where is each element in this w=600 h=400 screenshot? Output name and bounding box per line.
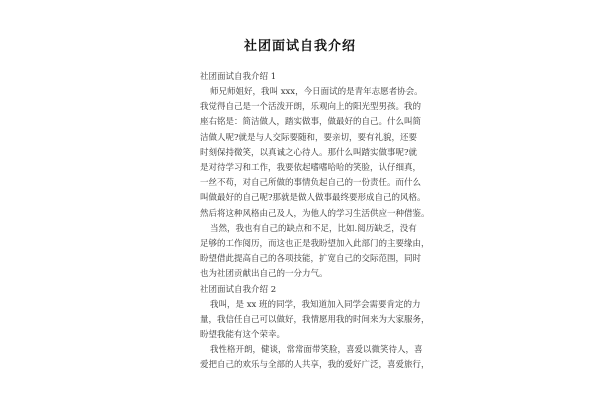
section-2 — [200, 283, 430, 374]
text-line: 量，我信任自己可以做好，我情愿用我的时间来为大家服务， — [200, 314, 430, 325]
text-line: 师兄师姐好，我叫 xxx，今日面试的是青年志愿者协会。 — [210, 87, 423, 97]
paragraph — [200, 85, 430, 222]
text-line: 座右铭是：简洁做人，踏实做事，做最好的自己。什么叫简 — [200, 117, 422, 128]
text-line: 我叫，是 xx 班的同学，我知道加入同学会需要肯定的力 — [210, 299, 421, 310]
section-heading: 社团面试自我介绍 1 — [200, 72, 277, 82]
text-line: 洁做人呢?就是与人交际要随和，要亲切，要有礼貌，还要 — [200, 132, 418, 143]
paragraph — [200, 222, 430, 283]
text-line: 我性格开朗，健谈，常常面带笑脸，喜爱以微笑待人，喜 — [210, 345, 423, 356]
document-body — [200, 70, 430, 374]
text-line: 是对待学习和工作，我要依起嗜嗜哈哈的笑脸，认仔细真， — [200, 163, 422, 174]
text-line: 时刻保持微笑，以真诚之心待人。那什么叫踏实做事呢?就 — [200, 147, 418, 158]
text-line: 爱把自己的欢乐与全部的人共享，我的爱好广泛，喜爱旅行， — [200, 360, 430, 371]
text-line: 叫做最好的自己呢?那就是做人做事最终要形成自己的风格。 — [200, 193, 426, 204]
paragraph — [200, 343, 430, 373]
text-line: 然后将这种风格由己及人，为他人的学习生活供应一种借鉴。 — [200, 208, 430, 219]
text-line: 盼望借此提高自己的各项技能，扩宽自己的交际范围，同时 — [200, 254, 422, 265]
text-line: 当然，我也有自己的缺点和不足，比如.阅历缺乏，没有 — [210, 223, 417, 234]
text-line: 盼望我能有这个荣幸。 — [200, 330, 286, 341]
text-line: 一丝不苟，对自己所做的事情负起自己的一份责任。而什么 — [200, 178, 422, 189]
section-1 — [200, 70, 430, 283]
paragraph — [200, 298, 430, 344]
text-line: 我觉得自己是一个活泼开朗，乐观向上的阳光型男孩。我的 — [200, 102, 422, 113]
text-line: 也为社团贡献出自己的一分力气。 — [200, 269, 328, 280]
text-line: 足够的工作阅历，而这也正是我盼望加入此部门的主要缘由， — [200, 239, 430, 250]
document-title: 社团面试自我介绍 — [243, 39, 356, 54]
section-heading: 社团面试自我介绍 2 — [200, 284, 277, 295]
